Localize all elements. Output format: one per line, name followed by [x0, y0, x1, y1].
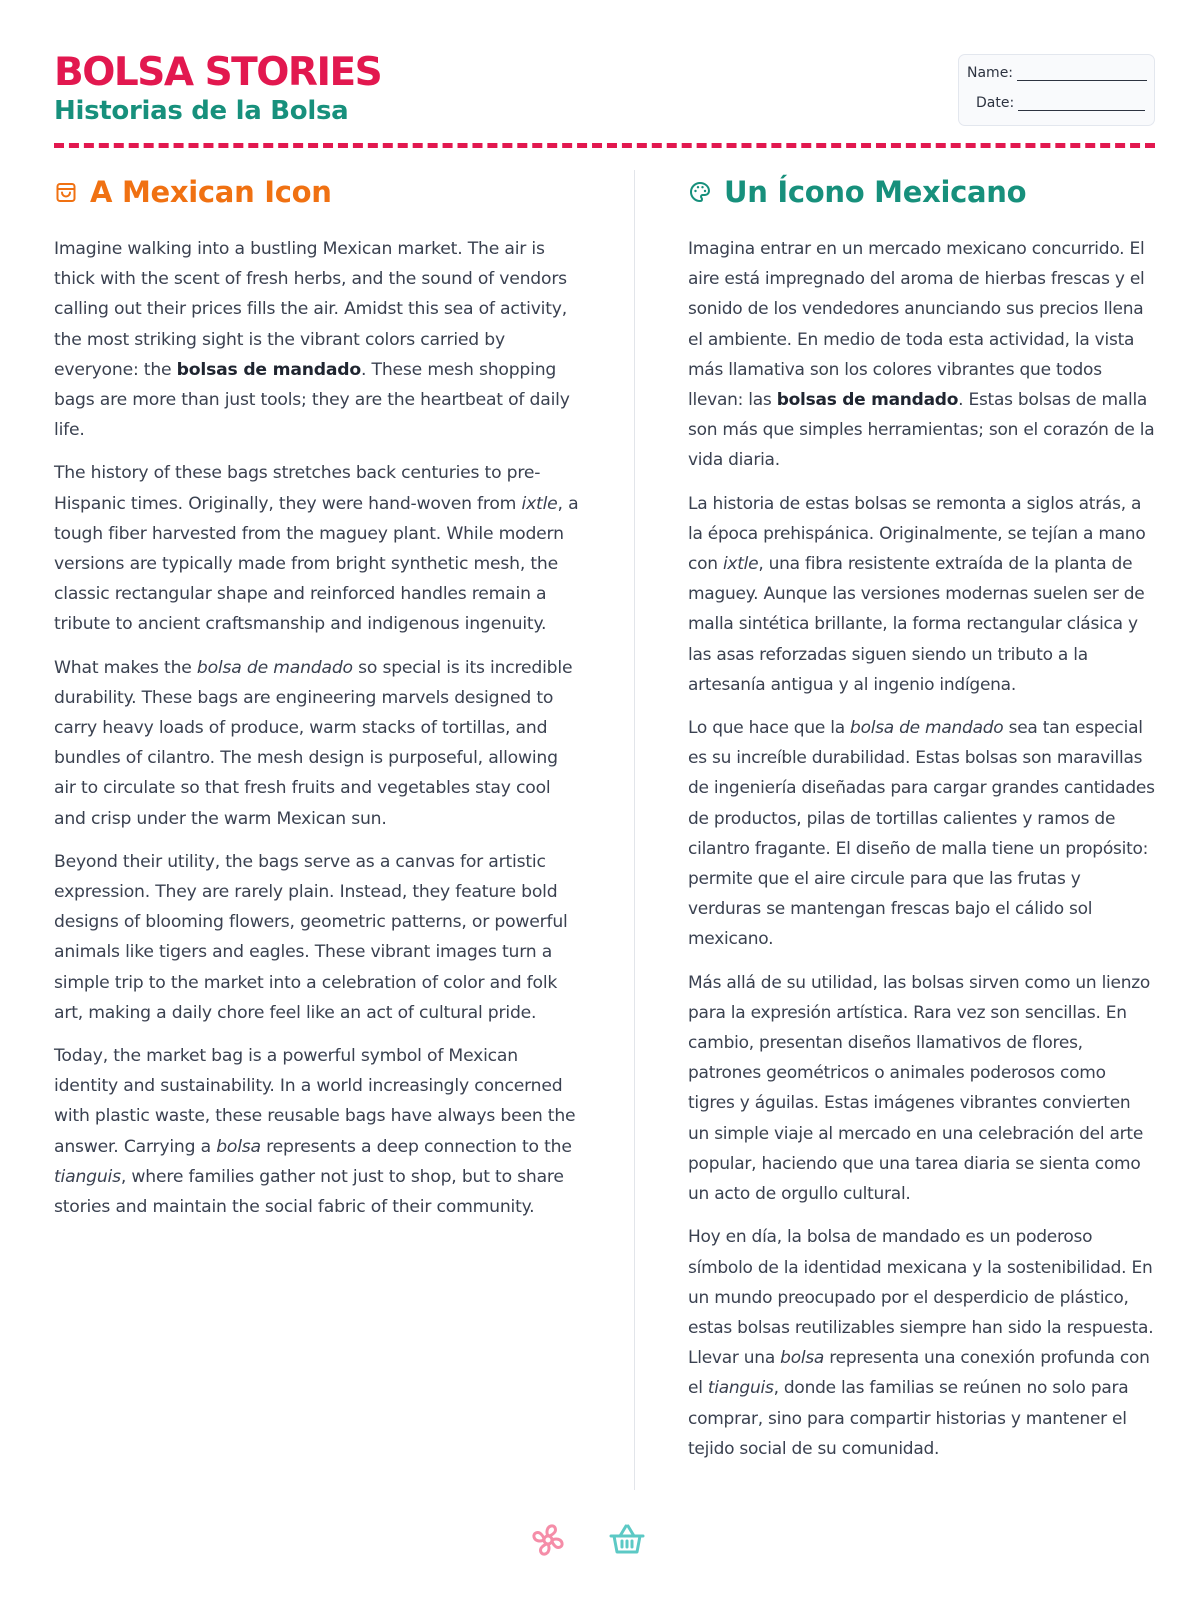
italic-term: ixtle	[722, 554, 759, 575]
shopping-bag-icon	[54, 180, 78, 204]
paragraph-text: Más allá de su utilidad, las bolsas sirven como un lienzo para la expresión artística. Rara vez son sencillas. En cambio, presentan diseños llamativos de flores, patrones geométricos o animales poderosos como tigres y águilas. Estas imágenes vibrantes convierten un simple viaje al mercado en una celebración del arte popular, haciendo que una tarea diaria se sienta como un acto de orgullo cultural.	[688, 972, 1151, 1205]
paragraph-text: The history of these bags stretches back centuries to pre-Hispanic times. Originally, they were hand-woven from	[54, 463, 541, 514]
paragraph-text: represents a deep connection to the	[260, 1136, 572, 1157]
paragraph-text: , a tough fiber harvested from the maguey plant. While modern versions are typically made from bright synthetic mesh, the classic rectangular shape and reinforced handles remain a tribute to ancient craftsmanship and indigenous ingenuity.	[54, 493, 579, 635]
paragraph-text: , una fibra resistente extraída de la planta de maguey. Aunque las versiones modernas suelen ser de malla sintética brillante, la forma rectangular clásica y las asas reforzadas siguen siendo un tributo a la artesanía antigua y al ingenio indígena.	[688, 554, 1145, 695]
spanish-column	[688, 170, 1155, 1477]
paragraph-text: Beyond their utility, the bags serve as a canvas for artistic expression. They are rarely plain. Instead, they feature bold designs of blooming flowers, geometric patterns, or powerful animals like tigers and eagles. These vibrant images turn a simple trip to the market into a celebration of color and folk art, making a daily chore feel like an act of cultural pride.	[54, 851, 568, 1023]
column-divider	[634, 170, 635, 1490]
paragraph-text: . These mesh shopping bags are more than just tools; they are the heartbeat of daily life.	[54, 359, 570, 441]
spanish-heading	[688, 170, 1155, 214]
paragraph	[688, 234, 1155, 476]
paragraph-text: sea tan especial es su increíble durabilidad. Estas bolsas son maravillas de ingeniería diseñadas para cargar grandes cantidades de productos, pilas de tortillas calientes y ramos de cilantro fragante. El diseño de malla tiene un propósito: permite que el aire circule para que las frutas y verduras se mantengan frescas bajo el cálido sol mexicano.	[688, 718, 1155, 950]
page-subtitle: Historias de la Bolsa	[54, 96, 349, 126]
paragraph	[54, 1041, 584, 1222]
palette-icon	[688, 180, 712, 204]
english-heading	[54, 170, 584, 214]
paragraph-text: Lo que hace que la	[688, 718, 851, 739]
paragraph-text: Imagine walking into a bustling Mexican market. The air is thick with the scent of fresh herbs, and the sound of vendors calling out their prices fills the air. Amidst this sea of activity, the most striking sight is the vibrant colors carried by everyone: the	[54, 239, 568, 380]
basket-icon	[607, 1520, 647, 1560]
paragraph	[54, 234, 584, 445]
italic-term: ixtle	[521, 493, 558, 514]
name-row	[967, 65, 1147, 81]
paragraph-text: Today, the market bag is a powerful symbol of Mexican identity and sustainability. In a world increasingly concerned with plastic waste, these reusable bags have always been the answer. Carrying a	[54, 1046, 576, 1157]
paragraph	[688, 489, 1155, 700]
paragraph	[688, 1222, 1155, 1464]
italic-term: bolsa	[780, 1348, 825, 1369]
italic-term: tianguis	[707, 1378, 774, 1399]
paragraph-text: Hoy en día, la bolsa de mandado es un poderoso símbolo de la identidad mexicana y la sostenibilidad. En un mundo preocupado por el desperdicio de plástico, estas bolsas reutilizables siempre han sido la respuesta. Llevar una	[688, 1227, 1154, 1369]
spanish-heading-text: Un Ícono Mexicano	[724, 175, 1027, 209]
header-divider	[54, 143, 1155, 148]
italic-term: tianguis	[54, 1166, 121, 1187]
paragraph-text: , donde las familias se reúnen no solo para comprar, sino para compartir historias y mantener el tejido social de su comunidad.	[688, 1378, 1129, 1459]
bold-term: bolsas de mandado	[176, 359, 362, 380]
date-field[interactable]	[1018, 96, 1145, 111]
paragraph	[688, 968, 1155, 1210]
english-body	[54, 234, 584, 1222]
italic-term: bolsa de mandado	[850, 718, 1004, 739]
paragraph-text: What makes the	[54, 657, 197, 678]
page-title: BOLSA STORIES	[54, 50, 382, 95]
paragraph-text: representa una conexión profunda con el	[688, 1348, 1150, 1399]
bold-term: bolsas de mandado	[776, 390, 959, 411]
paragraph	[54, 847, 584, 1028]
english-column	[54, 170, 584, 1235]
spanish-body	[688, 234, 1155, 1464]
paragraph	[688, 713, 1155, 955]
paragraph-text: so special is its incredible durability. These bags are engineering marvels designed to carry heavy loads of produce, warm stacks of tortillas, and bundles of cilantro. The mesh design is purposeful, allowing air to circulate so that fresh fruits and vegetables stay cool and crisp under the warm Mexican sun.	[54, 657, 573, 829]
italic-term: bolsa	[216, 1136, 261, 1157]
paragraph-text: , where families gather not just to shop, but to share stories and maintain the social fabric of their community.	[54, 1166, 564, 1218]
paragraph-text: . Estas bolsas de malla son más que simples herramientas; son el corazón de la vida diaria.	[688, 390, 1155, 471]
flower-icon	[528, 1520, 568, 1560]
name-date-box	[958, 54, 1155, 126]
name-label: Name:	[967, 65, 1014, 81]
name-field[interactable]	[1017, 66, 1147, 81]
date-label: Date:	[976, 95, 1015, 111]
english-heading-text: A Mexican Icon	[90, 175, 332, 209]
date-row	[976, 95, 1145, 111]
paragraph	[54, 653, 584, 834]
footer-decoration	[0, 1520, 1200, 1560]
page-header	[54, 50, 381, 126]
paragraph-text: La historia de estas bolsas se remonta a siglos atrás, a la época prehispánica. Originalmente, se tejían a mano con	[688, 493, 1146, 575]
paragraph	[54, 458, 584, 639]
paragraph-text: Imagina entrar en un mercado mexicano concurrido. El aire está impregnado del aroma de hierbas frescas y el sonido de los vendedores anunciando sus precios llena el ambiente. En medio de toda esta actividad, la vista más llamativa son los colores vibrantes que todos llevan: las	[688, 239, 1145, 411]
italic-term: bolsa de mandado	[196, 657, 353, 678]
